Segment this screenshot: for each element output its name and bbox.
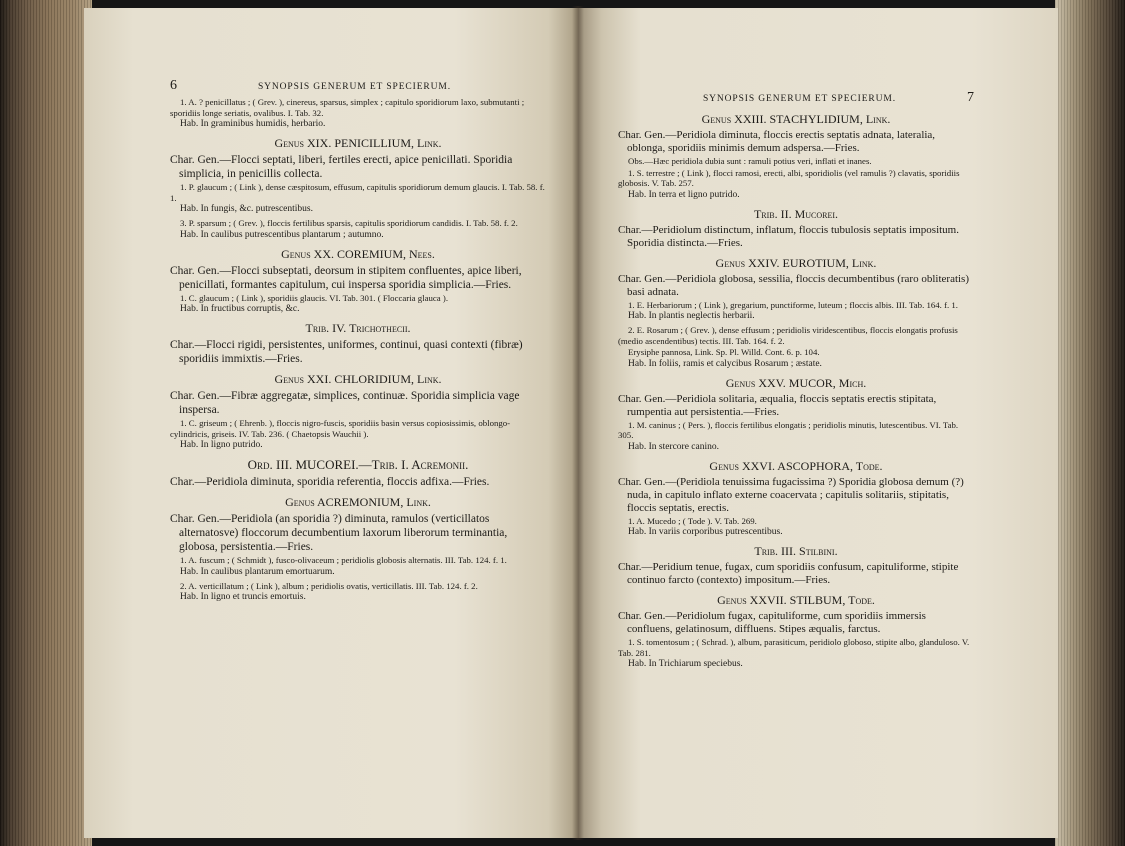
habitat-line: Hab. In graminibus humidis, herbario. [180, 119, 326, 129]
character-paragraph: Char. Gen.—Peridiolum fugax, capituliforme, cum sporidiis immersis confluens, gelatinosum, diffluens. Stipes æqualis, farctus. [618, 610, 926, 635]
species-entry: 2. E. Rosarum ; ( Grev. ), dense effusum ; peridiolis viridescentibus, floccis elongatis profusis (medio ascendentibus) tectis. III. Tab. 164. f. 2. [618, 325, 958, 346]
genus-heading: Genus XXIV. EUROTIUM, Link. [715, 255, 877, 270]
character-paragraph: Char. Gen.—Flocci septati, liberi, fertiles erecti, apice penicillati. Sporidia simplicia, in penicillis collecta. [170, 154, 513, 180]
genus-heading: Genus ACREMONIUM, Link. [285, 495, 431, 509]
character-paragraph: Char. Gen.—Peridiola (an sporidia ?) diminuta, ramulos (verticillatos alternatosve) floccorum decumbentium laxorum liberorum terminantia, globosa, persistentia.—Fries. [170, 513, 508, 553]
species-entry: 1. A. fuscum ; ( Schmidt ), fusco-olivaceum ; peridiolis globosis alternatis. III. Tab. 124. f. 1. [180, 555, 507, 565]
character-paragraph: Char.—Peridiola diminuta, sporidia referentia, floccis adfixa.—Fries. [170, 476, 490, 488]
right-text-body [618, 112, 974, 670]
habitat-line: Hab. In plantis neglectis herbarii. [628, 311, 755, 321]
genus-heading: Genus XXVI. ASCOPHORA, Tode. [709, 458, 883, 473]
species-entry: 1. S. terrestre ; ( Link ), flocci ramosi, erecti, albi, sporidiolis (vel ramulis ?) clavatis, sporidiis globosis. V. Tab. 257. [618, 167, 960, 188]
character-paragraph: Char.—Peridiolum distinctum, inflatum, floccis tubulosis septatis impositum. Sporidia distincta.—Fries. [618, 223, 959, 249]
character-paragraph: Char. Gen.—Peridiola solitaria, æqualia, floccis septatis erectis stipitata, rumpentia aut persistentia.—Fries. [618, 392, 937, 418]
habitat-line: Hab. In caulibus plantarum emortuarum. [180, 566, 335, 577]
species-entry: 1. C. griseum ; ( Ehrenb. ), floccis nigro-fuscis, sporidiis basin versus copiosissimis, oblongo-cylindricis, griseis. IV. Tab. 236. ( Chaetopsis Wauchii ). [170, 418, 511, 439]
left-header-title: SYNOPSIS GENERUM ET SPECIERUM. [257, 82, 452, 92]
habitat-line: Hab. In fructibus corruptis, &c. [180, 304, 300, 314]
synonym-line: Erysiphe pannosa, Link. Sp. Pl. Willd. Cont. 6. p. 104. [628, 347, 820, 357]
habitat-line: Hab. In caulibus putrescentibus plantarum ; autumno. [180, 229, 384, 240]
tribe-heading: Trib. IV. Trichothecii. [305, 321, 411, 335]
page-stack-right [1055, 0, 1125, 846]
habitat-line: Hab. In foliis, ramis et calycibus Rosarum ; æstate. [628, 358, 822, 369]
habitat-line: Hab. In ligno et truncis emortuis. [180, 592, 306, 602]
species-entry: 1. A. Mucedo ; ( Tode ). V. Tab. 269. [628, 515, 757, 526]
right-page-number: 7 [966, 90, 974, 105]
species-entry: 1. P. glaucum ; ( Link ), dense cæspitosum, effusum, capitulis sporidiorum demum glaucis. I. Tab. 58. f. 1. [170, 182, 545, 203]
book-gutter [572, 6, 584, 840]
observation-note: Obs.—Hæc peridiola dubia sunt : ramuli potius veri, inflati et inanes. [628, 156, 872, 166]
genus-heading: Genus XXIII. STACHYLIDIUM, Link. [701, 112, 891, 126]
character-paragraph: Char. Gen.—Peridiola diminuta, floccis erectis septatis adnata, lateralia, oblonga, sporidiis minimis demum adspersa.—Fries. [618, 129, 936, 154]
habitat-line: Hab. In terra et ligno putrido. [628, 189, 740, 200]
left-text-body [170, 97, 546, 603]
left-page-number: 6 [170, 78, 177, 93]
character-paragraph: Char.—Peridium tenue, fugax, cum sporidiis confusum, capituliforme, stipite continuo farcto (contexto) impositum.—Fries. [618, 561, 959, 586]
right-header-title: SYNOPSIS GENERUM ET SPECIERUM. [702, 94, 897, 104]
habitat-line: Hab. In variis corporibus putrescentibus. [628, 527, 783, 537]
character-paragraph: Char. Gen.—Peridiola globosa, sessilia, floccis decumbentibus (raro obliteratis) basi adnata. [618, 272, 970, 298]
genus-heading: Genus XXI. CHLORIDIUM, Link. [274, 372, 442, 386]
character-paragraph: Char. Gen.—(Peridiola tenuissima fugacissima ?) Sporidia globosa demum (?) nuda, in capitulo inflato externe coacervata ; capitulis solitariis, stipitatis, floccis septatis, erectis. [618, 475, 964, 514]
order-heading: Ord. III. MUCOREI.—Trib. I. Acremonii. [247, 457, 469, 472]
habitat-line: Hab. In ligno putrido. [180, 440, 263, 450]
genus-heading: Genus XX. COREMIUM, Nees. [281, 246, 435, 261]
page-stack-left [0, 0, 92, 846]
species-entry: 1. S. tomentosum ; ( Schrad. ), album, parasiticum, peridiolo globoso, stipite albo, glanduloso. V. Tab. 281. [618, 637, 970, 658]
right-running-head [618, 90, 974, 106]
left-running-head [170, 78, 546, 94]
left-page [84, 8, 578, 838]
tribe-heading: Trib. III. Stilbini. [754, 544, 838, 558]
genus-heading: Genus XXV. MUCOR, Mich. [725, 375, 867, 390]
species-entry: 1. M. caninus ; ( Pers. ), floccis fertilibus elongatis ; peridiolis minutis, lutescentibus. VI. Tab. 305. [618, 419, 959, 440]
species-entry: 1. E. Herbariorum ; ( Link ), gregarium, punctiforme, luteum ; floccis albis. III. Tab. 164. f. 1. [628, 299, 958, 310]
right-page [578, 8, 1058, 838]
species-entry: 1. C. glaucum ; ( Link ), sporidiis glaucis. VI. Tab. 301. ( Floccaria glauca ). [180, 292, 449, 303]
character-paragraph: Char. Gen.—Fibræ aggregatæ, simplices, continuæ. Sporidia simplicia vage inspersa. [170, 390, 520, 416]
habitat-line: Hab. In Trichiarum speciebus. [628, 659, 743, 669]
species-entry: 2. A. verticillatum ; ( Link ), album ; peridiolis ovatis, verticillatis. III. Tab. 124. f. 2. [180, 580, 478, 591]
habitat-line: Hab. In stercore canino. [628, 441, 720, 452]
character-paragraph: Char.—Flocci rigidi, persistentes, uniformes, continui, quasi contexti (fibræ) sporidiis immixtis.—Fries. [170, 339, 523, 365]
species-entry: 3. P. sparsum ; ( Grev. ), floccis fertilibus sparsis, capitulis sporidiorum candidis. I. Tab. 58. f. 2. [180, 218, 518, 228]
tribe-heading: Trib. II. Mucorei. [753, 206, 839, 221]
genus-heading: Genus XXVII. STILBUM, Tode. [717, 593, 875, 607]
species-entry: 1. A. ? penicillatus ; ( Grev. ), cinereus, sparsus, simplex ; capitulo sporidiorum laxo, submutanti ; sporidiis longe seriatis, ovalibus. I. Tab. 32. [170, 97, 525, 118]
character-paragraph: Char. Gen.—Flocci subseptati, deorsum in stipitem confluentes, apice liberi, penicillati, formantes capitulum, cui inspersa sporidia simplicia.—Fries. [170, 264, 522, 291]
genus-heading: Genus XIX. PENICILLIUM, Link. [274, 136, 442, 150]
habitat-line: Hab. In fungis, &c. putrescentibus. [180, 204, 313, 214]
